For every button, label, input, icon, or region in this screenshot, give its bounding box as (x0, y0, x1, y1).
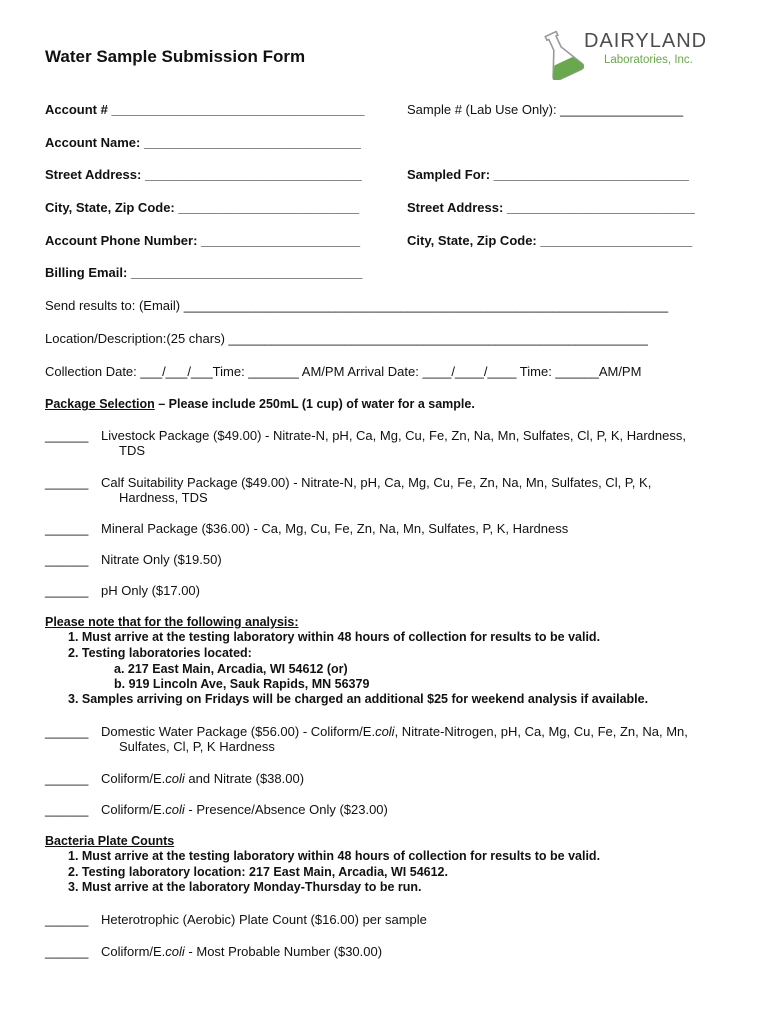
package-text: Nitrate Only ($19.50) (101, 552, 222, 567)
billing-email-field[interactable]: Billing Email: ________________________________ (45, 265, 363, 280)
package-blank[interactable]: ______ (45, 802, 89, 817)
bacteria-item: 1. Must arrive at the testing laboratory within 48 hours of collection for results to be valid. (68, 849, 601, 863)
package-selection-heading (45, 397, 475, 411)
package-blank[interactable]: ______ (45, 771, 89, 786)
collection-date-field[interactable]: Collection Date: ___/___/___Time: _______ AM/PM Arrival Date: ____/____/____ Time: ______AM/PM (45, 364, 642, 379)
location-description-field[interactable]: Location/Description:(25 chars) __________________________________________________________ (45, 331, 648, 346)
city-state-zip-field[interactable]: City, State, Zip Code: _________________________ (45, 200, 360, 215)
package-text-cont: TDS (119, 443, 145, 458)
analysis-note-item: 2. Testing laboratories located: (68, 646, 252, 660)
send-results-field[interactable]: Send results to: (Email) ___________________________________________________________________ (45, 298, 669, 313)
package-text: Domestic Water Package ($56.00) - Coliform/E.coli, Nitrate-Nitrogen, pH, Ca, Mg, Cu, Fe, Zn, Na, Mn, (101, 724, 688, 739)
package-selection-label: Package Selection (45, 397, 155, 411)
package-text-cont: Sulfates, Cl, P, K Hardness (119, 739, 275, 754)
street-address-field[interactable]: Street Address: ______________________________ (45, 167, 362, 182)
package-text: Mineral Package ($36.00) - Ca, Mg, Cu, Fe, Zn, Na, Mn, Sulfates, P, K, Hardness (101, 521, 569, 536)
analysis-note-heading: Please note that for the following analysis: (45, 615, 299, 629)
account-number-field[interactable]: Account # ___________________________________ (45, 102, 365, 117)
package-text: pH Only ($17.00) (101, 583, 200, 598)
analysis-note-item: 3. Samples arriving on Fridays will be charged an additional $25 for weekend analysis if available. (68, 692, 649, 706)
logo-subtitle: Laboratories, Inc. (604, 54, 693, 66)
package-blank[interactable]: ______ (45, 944, 89, 959)
bacteria-item: 3. Must arrive at the laboratory Monday-Thursday to be run. (68, 880, 422, 894)
package-blank[interactable]: ______ (45, 428, 89, 443)
company-logo (536, 28, 726, 84)
flask-icon (536, 28, 584, 80)
sampled-for-field[interactable]: Sampled For: ___________________________ (407, 167, 689, 182)
package-blank[interactable]: ______ (45, 583, 89, 598)
package-blank[interactable]: ______ (45, 912, 89, 927)
package-blank[interactable]: ______ (45, 475, 89, 490)
package-text: Coliform/E.coli and Nitrate ($38.00) (101, 771, 305, 786)
package-blank[interactable]: ______ (45, 521, 89, 536)
page-title: Water Sample Submission Form (45, 47, 306, 66)
account-phone-field[interactable]: Account Phone Number: ______________________ (45, 233, 361, 248)
analysis-note-subitem: a. 217 East Main, Arcadia, WI 54612 (or) (114, 662, 348, 676)
sampled-for-city-field[interactable]: City, State, Zip Code: _____________________ (407, 233, 693, 248)
package-selection-note: – Please include 250mL (1 cup) of water for a sample. (154, 397, 475, 411)
sampled-for-street-field[interactable]: Street Address: __________________________ (407, 200, 695, 215)
sample-number-field[interactable]: Sample # (Lab Use Only): _________________ (407, 102, 684, 117)
analysis-note-subitem: b. 919 Lincoln Ave, Sauk Rapids, MN 56379 (114, 677, 370, 691)
package-blank[interactable]: ______ (45, 552, 89, 567)
package-text: Heterotrophic (Aerobic) Plate Count ($16.00) per sample (101, 912, 427, 927)
package-blank[interactable]: ______ (45, 724, 89, 739)
bacteria-heading: Bacteria Plate Counts (45, 834, 175, 848)
package-text-cont: Hardness, TDS (119, 490, 208, 505)
package-text: Coliform/E.coli - Most Probable Number ($30.00) (101, 944, 383, 959)
bacteria-item: 2. Testing laboratory location: 217 East Main, Arcadia, WI 54612. (68, 865, 448, 879)
logo-name: DAIRYLAND (584, 30, 708, 52)
analysis-note-item: 1. Must arrive at the testing laboratory within 48 hours of collection for results to be valid. (68, 630, 601, 644)
package-text: Livestock Package ($49.00) - Nitrate-N, pH, Ca, Mg, Cu, Fe, Zn, Na, Mn, Sulfates, Cl, P, K, Hardness, (101, 428, 686, 443)
package-text: Calf Suitability Package ($49.00) - Nitrate-N, pH, Ca, Mg, Cu, Fe, Zn, Na, Mn, Sulfates, Cl, P, K, (101, 475, 652, 490)
package-text: Coliform/E.coli - Presence/Absence Only ($23.00) (101, 802, 388, 817)
account-name-field[interactable]: Account Name: ______________________________ (45, 135, 361, 150)
